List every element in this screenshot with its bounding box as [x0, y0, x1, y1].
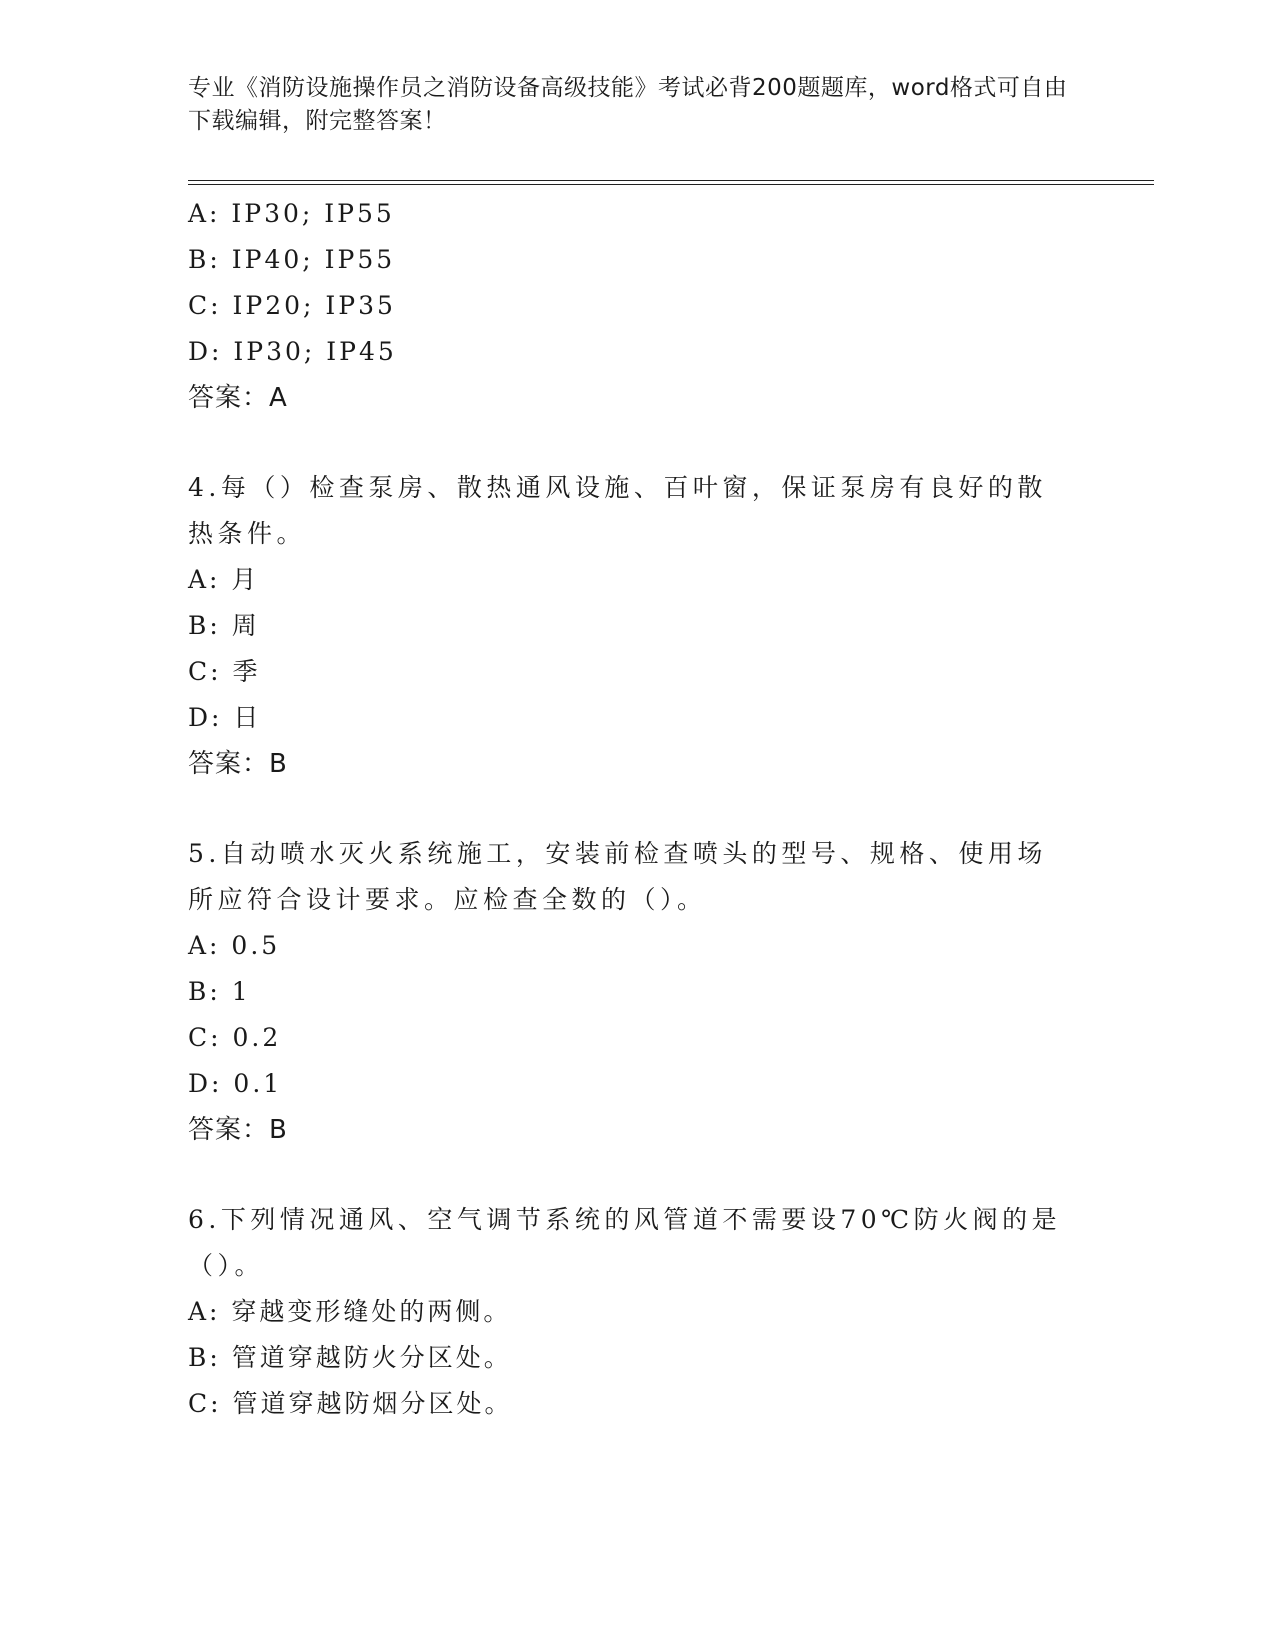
answer-line: 答案：B	[188, 1115, 288, 1145]
option-d: D: 日	[188, 703, 262, 732]
option-d: D: 0.1	[188, 1069, 283, 1098]
option-a: A: 0.5	[188, 931, 281, 960]
answer-line: 答案：B	[188, 749, 288, 779]
option-d: D: IP30; IP45	[188, 337, 397, 366]
question-text: 4.每（）检查泵房、散热通风设施、百叶窗，保证泵房有良好的散热条件。	[188, 473, 1047, 548]
option-b: B: 管道穿越防火分区处。	[188, 1343, 512, 1372]
header-divider	[188, 180, 1154, 185]
option-c: C: IP20; IP35	[188, 291, 396, 320]
option-a: A: 月	[188, 565, 260, 594]
question-list	[188, 191, 1068, 1427]
answer-line: 答案：A	[188, 383, 288, 413]
option-a: A: 穿越变形缝处的两侧。	[188, 1297, 512, 1326]
option-a: A: IP30; IP55	[188, 199, 395, 228]
option-c: C: 季	[188, 657, 261, 686]
option-b: B: IP40; IP55	[188, 245, 396, 274]
header-text: 专业《消防设施操作员之消防设备高级技能》考试必背200题题库，word格式可自由下载编辑，附完整答案！	[188, 75, 1068, 134]
document-header	[188, 72, 1068, 138]
question-item-3	[188, 191, 1068, 421]
option-b: B: 1	[188, 977, 251, 1006]
spacer	[188, 421, 1068, 465]
question-text: 5.自动喷水灭火系统施工，安装前检查喷头的型号、规格、使用场所应符合设计要求。应检查全数的（）。	[188, 839, 1047, 914]
spacer	[188, 1153, 1068, 1197]
question-text: 6.下列情况通风、空气调节系统的风管道不需要设70℃防火阀的是（）。	[188, 1205, 1062, 1280]
option-b: B: 周	[188, 611, 260, 640]
option-c: C: 管道穿越防烟分区处。	[188, 1389, 513, 1418]
option-c: C: 0.2	[188, 1023, 282, 1052]
question-item-5	[188, 831, 1068, 1153]
question-item-4	[188, 465, 1068, 787]
question-item-6	[188, 1197, 1068, 1427]
spacer	[188, 787, 1068, 831]
